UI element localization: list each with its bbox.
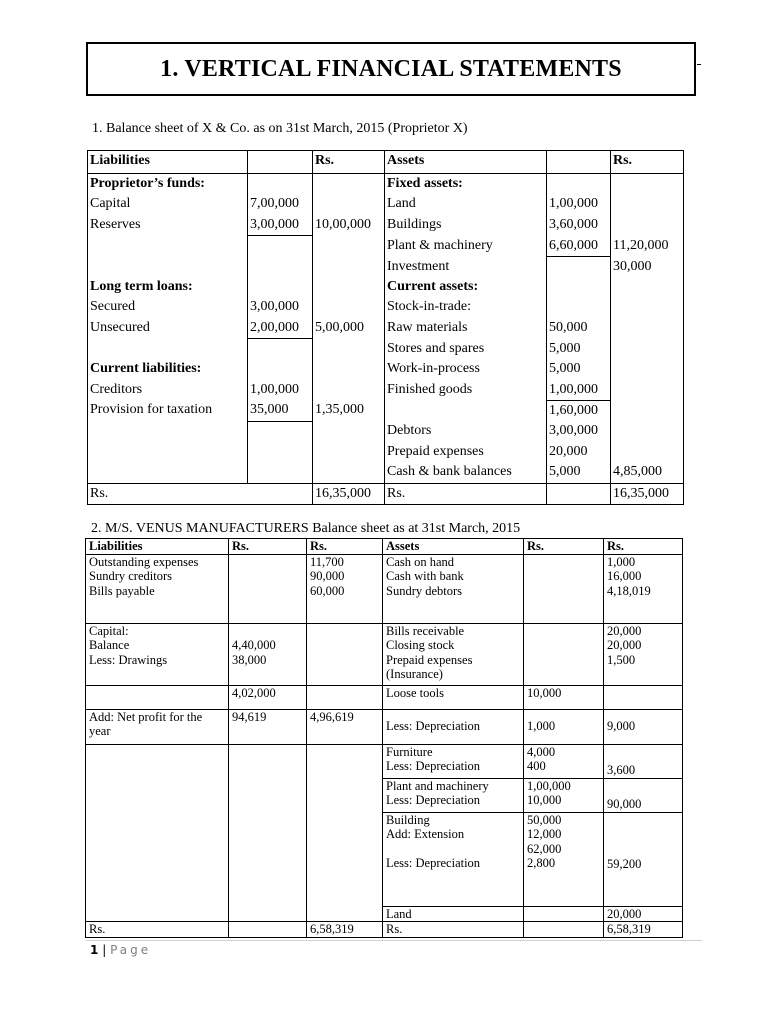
cell: 30,000 (611, 257, 684, 277)
cell: Finished goods (385, 380, 547, 401)
line: 90,000 (310, 569, 345, 584)
cell: Capital (88, 194, 248, 214)
line: 20,000 (607, 638, 642, 653)
cell (248, 236, 313, 257)
page-title: 1. VERTICAL FINANCIAL STATEMENTS (160, 55, 622, 82)
cell (547, 277, 611, 297)
cell: Add: Net profit for the year (86, 709, 229, 744)
cell: Work-in-process (385, 359, 547, 379)
line: 59,200 (607, 856, 642, 871)
cell (383, 778, 524, 812)
cell (611, 442, 684, 462)
line: 10,000 (527, 793, 562, 808)
header-cell: Rs. (229, 539, 307, 555)
line: Cash on hand (386, 554, 455, 569)
cell: 9,000 (604, 709, 683, 744)
cell (248, 174, 313, 195)
cell (86, 623, 229, 685)
cell: Stock-in-trade: (385, 297, 547, 317)
table-row (86, 623, 683, 685)
header-blank (248, 151, 313, 174)
cell (611, 194, 684, 214)
cell: Current liabilities: (88, 359, 248, 379)
cell: 1,60,000 (547, 400, 611, 421)
page-footer (90, 943, 151, 957)
table-row (88, 400, 684, 421)
cell (313, 339, 385, 359)
cell (307, 744, 383, 922)
cell (611, 215, 684, 236)
cell (229, 623, 307, 685)
total-cell (547, 483, 611, 504)
table-row (88, 297, 684, 317)
cell: 5,000 (547, 359, 611, 379)
table-row (88, 236, 684, 257)
table-row (88, 318, 684, 339)
cell (313, 380, 385, 401)
table-row (88, 462, 684, 483)
line: (Insurance) (386, 667, 443, 682)
cell: 20,000 (604, 906, 683, 922)
header-liabilities: Liabilities (88, 151, 248, 174)
total-cell: Rs. (385, 483, 547, 504)
cell: 10,00,000 (313, 215, 385, 236)
line: Bills payable (89, 583, 155, 598)
line: Add: Extension (386, 827, 465, 842)
cell: 3,00,000 (248, 297, 313, 317)
cell: 3,00,000 (547, 421, 611, 441)
cell (313, 277, 385, 297)
cell: Buildings (385, 215, 547, 236)
cell (307, 554, 383, 623)
cell (307, 623, 383, 685)
cell (604, 623, 683, 685)
cell: 20,000 (547, 442, 611, 462)
page-number: 1 (90, 943, 99, 957)
cell (547, 257, 611, 277)
cell: 1,00,000 (547, 194, 611, 214)
table-row (88, 380, 684, 401)
cell (88, 339, 248, 359)
line: Outstanding expenses (89, 554, 199, 569)
table-row (88, 359, 684, 379)
cell (383, 623, 524, 685)
total-cell: Rs. (88, 483, 248, 504)
cell (248, 462, 313, 483)
cell (313, 462, 385, 483)
table-header-row (86, 539, 683, 555)
line: 11,700 (310, 554, 344, 569)
cell (88, 442, 248, 462)
cell: Fixed assets: (385, 174, 547, 195)
section2-caption: 2. M/S. VENUS MANUFACTURERS Balance sheet as at 31st March, 2015 (91, 521, 521, 536)
cell (229, 744, 307, 922)
header-cell: Rs. (604, 539, 683, 555)
line: Less: Depreciation (386, 855, 481, 870)
cell (313, 257, 385, 277)
cell: 3,600 (604, 744, 683, 778)
total-cell: 16,35,000 (313, 483, 385, 504)
cell (248, 257, 313, 277)
cell: 94,619 (229, 709, 307, 744)
line: Less: Drawings (89, 652, 168, 667)
line: Balance (89, 638, 130, 653)
table-row (88, 277, 684, 297)
cell: Land (385, 194, 547, 214)
table-row (88, 174, 684, 195)
line: 4,18,019 (607, 583, 651, 598)
cell (524, 554, 604, 623)
cell (611, 277, 684, 297)
cell: Reserves (88, 215, 248, 236)
cell: 5,000 (547, 339, 611, 359)
line: Closing stock (386, 638, 455, 653)
cell: Prepaid expenses (385, 442, 547, 462)
header-rs-right: Rs. (611, 151, 684, 174)
cell (248, 277, 313, 297)
cell: 3,00,000 (248, 215, 313, 236)
header-blank (547, 151, 611, 174)
cell (383, 812, 524, 906)
cell (313, 297, 385, 317)
cell: 6,58,319 (307, 922, 383, 938)
cell: 1,000 (524, 709, 604, 744)
line: Less: Depreciation (386, 793, 481, 808)
cell (88, 462, 248, 483)
cell: 4,85,000 (611, 462, 684, 483)
cell (524, 922, 604, 938)
cell: Less: Depreciation (383, 709, 524, 744)
header-cell: Liabilities (86, 539, 229, 555)
total-cell (248, 483, 313, 504)
line: 62,000 (527, 841, 562, 856)
cell: Raw materials (385, 318, 547, 339)
cell: 7,00,000 (248, 194, 313, 214)
section1-caption: 1. Balance sheet of X & Co. as on 31st March, 2015 (Proprietor X) (92, 121, 468, 136)
cell (86, 744, 229, 922)
cell: 4,96,619 (307, 709, 383, 744)
cell (611, 359, 684, 379)
cell (547, 174, 611, 195)
cell: 5,00,000 (313, 318, 385, 339)
cell (604, 685, 683, 709)
cell: Proprietor’s funds: (88, 174, 248, 195)
page-separator: | (102, 943, 107, 957)
cell: Secured (88, 297, 248, 317)
cell (248, 339, 313, 359)
cell (248, 359, 313, 379)
line: 1,000 (607, 554, 636, 569)
cell: 3,60,000 (547, 215, 611, 236)
cell: 11,20,000 (611, 236, 684, 257)
cell (524, 778, 604, 812)
cell (313, 442, 385, 462)
cell (229, 554, 307, 623)
table-row (88, 442, 684, 462)
line (232, 624, 303, 639)
cell (86, 685, 229, 709)
cell: Loose tools (383, 685, 524, 709)
balance-sheet-xco-body (88, 151, 684, 505)
table-row (86, 554, 683, 623)
cell (611, 297, 684, 317)
line: Building (386, 812, 430, 827)
title-tick (697, 64, 701, 65)
header-assets: Assets (385, 151, 547, 174)
line: Capital: (89, 623, 129, 638)
table-row (88, 339, 684, 359)
cell: 2,00,000 (248, 318, 313, 339)
table-row (88, 257, 684, 277)
cell (248, 421, 313, 441)
cell: Stores and spares (385, 339, 547, 359)
line: 2,800 (527, 856, 556, 871)
cell: Plant & machinery (385, 236, 547, 257)
cell (313, 359, 385, 379)
footer-rule (86, 940, 702, 941)
cell (313, 421, 385, 441)
cell: 1,35,000 (313, 400, 385, 421)
line: 1,00,000 (527, 778, 571, 793)
cell (313, 236, 385, 257)
cell: Provision for taxation (88, 400, 248, 421)
cell (611, 339, 684, 359)
balance-sheet-venus (85, 538, 683, 938)
cell (611, 380, 684, 401)
page-word: Page (110, 943, 152, 957)
balance-sheet-xco (87, 150, 684, 505)
line: 4,000 (527, 744, 556, 759)
cell: Creditors (88, 380, 248, 401)
cell: 35,000 (248, 400, 313, 421)
cell: 6,60,000 (547, 236, 611, 257)
cell: 5,000 (547, 462, 611, 483)
table-total-row (88, 483, 684, 504)
table-total-row (86, 922, 683, 938)
cell (248, 442, 313, 462)
cell: Cash & bank balances (385, 462, 547, 483)
cell: 6,58,319 (604, 922, 683, 938)
line: Less: Depreciation (386, 759, 481, 774)
table-row (86, 685, 683, 709)
table-row (86, 744, 683, 778)
cell (313, 194, 385, 214)
table-row (88, 215, 684, 236)
cell (611, 421, 684, 441)
header-cell: Rs. (307, 539, 383, 555)
header-cell: Assets (383, 539, 524, 555)
cell (604, 554, 683, 623)
table-row (88, 421, 684, 441)
cell (611, 318, 684, 339)
cell (524, 812, 604, 906)
line: 400 (527, 759, 546, 774)
cell (611, 174, 684, 195)
total-cell: 16,35,000 (611, 483, 684, 504)
table-header-row (88, 151, 684, 174)
cell (383, 554, 524, 623)
cell: Long term loans: (88, 277, 248, 297)
cell (88, 257, 248, 277)
cell (88, 236, 248, 257)
table-row (88, 194, 684, 214)
cell (229, 922, 307, 938)
cell (385, 400, 547, 421)
cell: 4,02,000 (229, 685, 307, 709)
line: 4,40,000 (232, 638, 276, 653)
line: 38,000 (232, 652, 267, 667)
cell: Debtors (385, 421, 547, 441)
line: Bills receivable (386, 623, 465, 638)
cell: 1,00,000 (547, 380, 611, 401)
line: Sundry creditors (89, 569, 172, 584)
cell (547, 297, 611, 317)
cell: Land (383, 906, 524, 922)
line: 50,000 (527, 812, 562, 827)
line: 60,000 (310, 583, 345, 598)
cell (524, 906, 604, 922)
header-rs-left: Rs. (313, 151, 385, 174)
cell: 1,00,000 (248, 380, 313, 401)
line: 1,500 (607, 652, 636, 667)
cell (383, 744, 524, 778)
cell (604, 812, 683, 906)
title-box (86, 42, 696, 96)
line: 16,000 (607, 569, 642, 584)
cell: Current assets: (385, 277, 547, 297)
table-row (86, 709, 683, 744)
cell: Investment (385, 257, 547, 277)
cell: 90,000 (604, 778, 683, 812)
cell (524, 744, 604, 778)
cell: 10,000 (524, 685, 604, 709)
cell (307, 685, 383, 709)
cell: Rs. (86, 922, 229, 938)
cell (313, 174, 385, 195)
cell: 50,000 (547, 318, 611, 339)
cell: Unsecured (88, 318, 248, 339)
header-cell: Rs. (524, 539, 604, 555)
cell (86, 554, 229, 623)
line: Sundry debtors (386, 583, 463, 598)
cell: Rs. (383, 922, 524, 938)
line: 12,000 (527, 827, 562, 842)
cell (611, 400, 684, 421)
line: Prepaid expenses (386, 652, 473, 667)
cell (524, 623, 604, 685)
line: Furniture (386, 744, 433, 759)
line: 20,000 (607, 623, 642, 638)
line: Cash with bank (386, 569, 464, 584)
cell (88, 421, 248, 441)
line: Plant and machinery (386, 778, 489, 793)
